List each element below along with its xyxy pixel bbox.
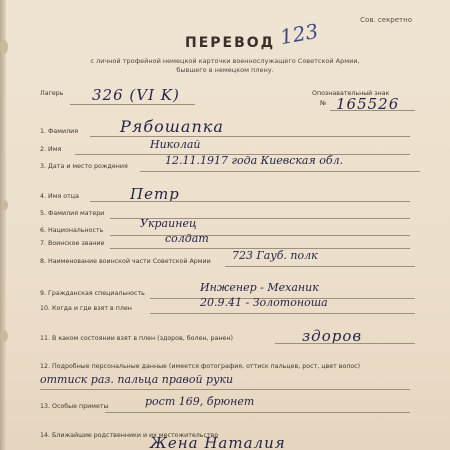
- camp-label: Лагерь: [40, 90, 64, 97]
- paper-tear: [2, 200, 8, 210]
- field-11-label: 11. В каком состоянии взят в плен (здоров, болен, ранен): [40, 335, 233, 342]
- field-12-label: 12. Подробные персональные данные (имеется фотография, оттиск пальцев, рост, цвет волос): [40, 363, 361, 370]
- field-13-value: рост 169, брюнет: [145, 395, 255, 408]
- field-8-label: 8. Наименование воинской части Советской Армии: [40, 258, 211, 265]
- field-4-label: 4. Имя отца: [40, 193, 79, 200]
- field-13-label: 13. Особые приметы: [40, 403, 109, 410]
- field-14-value: Жена Наталия: [150, 434, 286, 450]
- camp-line: [70, 104, 195, 105]
- field-10-line: [150, 313, 415, 314]
- field-11-value: здоров: [302, 327, 363, 345]
- field-9-label: 9. Гражданская специальность: [40, 290, 145, 297]
- field-1-label: 1. Фамилия: [40, 128, 79, 135]
- tag-label: Опознавательный знак: [312, 90, 390, 97]
- camp-value: 326 (VI K): [92, 86, 180, 104]
- field-14-label: 14. Ближайшие родственники и их местожительство: [40, 432, 219, 439]
- document-title: ПЕРЕВОД: [185, 35, 276, 51]
- field-11-line: [275, 343, 415, 344]
- field-12-line: [40, 389, 410, 390]
- field-6-line: [110, 235, 410, 236]
- field-5-label: 5. Фамилия матери: [40, 210, 105, 217]
- field-6-label: 6. Национальность: [40, 227, 104, 234]
- field-1-value: Рябошапка: [120, 117, 224, 136]
- field-3-value: 12.11.1917 года Киевская обл.: [165, 154, 344, 167]
- paper-tear: [0, 40, 8, 54]
- stamp-number: 123: [278, 18, 320, 50]
- field-10-label: 10. Когда и где взят в плен: [40, 305, 132, 312]
- subtitle-line-1: с личной трофейной немецкой карточки военнослужащего Советской Армии,: [90, 57, 360, 65]
- tag-prefix: №: [320, 100, 327, 107]
- field-4-value: Петр: [130, 185, 180, 203]
- field-3-label: 3. Дата и место рождения: [40, 163, 128, 170]
- field-12-value: оттиск раз. пальца правой руки: [40, 373, 234, 386]
- field-8-line: [225, 266, 415, 267]
- secret-label: Сов. секретно: [360, 16, 412, 24]
- tag-value: 165526: [336, 95, 400, 113]
- field-7-label: 7. Воинское звание: [40, 240, 105, 247]
- field-13-line: [105, 412, 410, 413]
- field-2-label: 2. Имя: [40, 146, 62, 153]
- field-3-line: [140, 171, 420, 172]
- field-8-value: 723 Гауб. полк: [232, 249, 318, 262]
- tag-line: [330, 110, 415, 111]
- field-7-value: солдат: [165, 232, 209, 245]
- field-6-value: Украинец: [140, 217, 197, 230]
- field-1-line: [90, 136, 410, 137]
- field-2-value: Николай: [150, 138, 201, 151]
- field-10-value: 20.9.41 - Золотоноша: [200, 296, 328, 309]
- field-9-value: Инженер - Механик: [200, 281, 319, 294]
- subtitle-line-2: бывшего в немецком плену.: [176, 66, 274, 74]
- field-4-line: [90, 201, 410, 202]
- paper-tear: [0, 330, 8, 342]
